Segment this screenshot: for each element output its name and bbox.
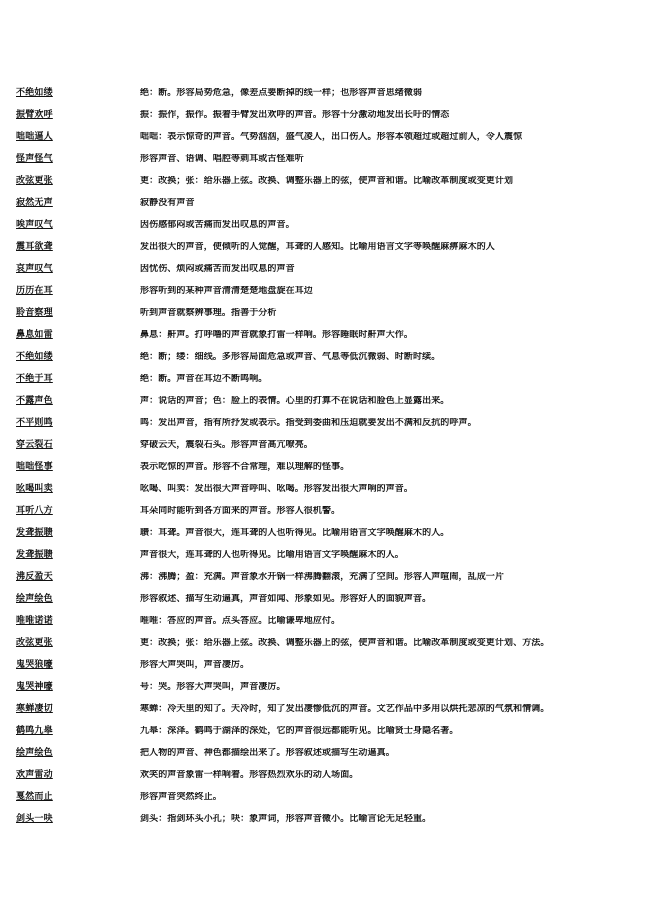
idiom-row [16,654,636,676]
idiom-row [16,764,636,786]
idiom-row [16,82,636,104]
idiom-row [16,104,636,126]
idiom-row [16,214,636,236]
idiom-definition: 耳朵同时能听到各方面来的声音。形容人很机警。 [140,505,341,516]
idiom-term: 不绝于耳 [16,373,53,384]
idiom-definition: 沸：沸腾；盈：充满。声音象水开锅一样沸腾翻滚，充满了空间。形容人声喧闹，乱成一片 [140,571,505,582]
idiom-term: 沸反盈天 [16,571,53,582]
idiom-row [16,412,636,434]
idiom-row [16,192,636,214]
idiom-definition: 剑头：指剑环头小孔；吷：象声词，形容声音微小。比喻言论无足轻重。 [140,813,432,824]
idiom-term: 改弦更张 [16,637,53,648]
idiom-row [16,258,636,280]
idiom-definition: 形容叙述、描写生动逼真，声音如闻、形象如见。形容好人的面貌声音。 [140,593,432,604]
idiom-term: 振臂欢呼 [16,109,53,120]
idiom-definition: 绝：断。声音在耳边不断鸣响。 [140,373,268,384]
idiom-term: 穿云裂石 [16,439,53,450]
idiom-term: 鹤鸣九皋 [16,725,53,736]
idiom-term: 剑头一吷 [16,813,53,824]
idiom-row [16,786,636,808]
idiom-row [16,588,636,610]
idiom-definition: 形容声音突然终止。 [140,791,222,802]
idiom-definition: 鼻息：鼾声。打呼噜的声音就象打雷一样响。形容睡眠时鼾声大作。 [140,329,414,340]
idiom-term: 不绝如缕 [16,87,53,98]
idiom-definition: 把人物的声音、神色都描绘出来了。形容叙述或描写生动逼真。 [140,747,395,758]
idiom-row [16,302,636,324]
idiom-definition: 寒蝉：冷天里的知了。天冷时，知了发出凄惨低沉的声音。文艺作品中多用以烘托悲凉的气氛和情调。 [140,703,550,714]
idiom-row [16,456,636,478]
idiom-term: 改弦更张 [16,175,53,186]
idiom-row [16,236,636,258]
idiom-term: 不露声色 [16,395,53,406]
idiom-row [16,280,636,302]
idiom-definition: 穿破云天，震裂石头。形容声音高亢嘹亮。 [140,439,313,450]
idiom-term: 耳听八方 [16,505,53,516]
idiom-row [16,742,636,764]
idiom-term: 绘声绘色 [16,747,53,758]
idiom-term: 聆音察理 [16,307,53,318]
idiom-term: 不绝如缕 [16,351,53,362]
idiom-definition: 振：振作，振作。振着手臂发出欢呼的声音。形容十分激动地发出长吁的情态 [140,109,450,120]
idiom-row [16,720,636,742]
idiom-definition: 鸣：发出声音，指有所抒发或表示。指受到委曲和压迫就要发出不满和反抗的呼声。 [140,417,477,428]
idiom-term: 咄咄怪事 [16,461,53,472]
idiom-row [16,698,636,720]
idiom-definition: 形容大声哭叫，声音凄厉。 [140,659,250,670]
idiom-row [16,632,636,654]
idiom-row [16,610,636,632]
idiom-term: 历历在耳 [16,285,53,296]
idiom-term: 震耳欲聋 [16,241,53,252]
idiom-definition: 因伤感郁闷或苦痛而发出叹息的声音。 [140,219,295,230]
idiom-term: 发聋振聩 [16,527,53,538]
idiom-term: 咄咄逼人 [16,131,53,142]
idiom-row [16,544,636,566]
idiom-row [16,676,636,698]
idiom-row [16,148,636,170]
idiom-definition: 声音很大，连耳聋的人也听得见。比喻用语言文字唤醒麻木的人。 [140,549,404,560]
idiom-definition: 咄咄：表示惊奇的声音。气势汹汹，盛气凌人，出口伤人。形容本领超过或超过前人，令人震惊 [140,131,523,142]
idiom-term: 欢声雷动 [16,769,53,780]
idiom-definition: 声：说话的声音；色：脸上的表情。心里的打算不在说话和脸色上显露出来。 [140,395,450,406]
idiom-term: 怪声怪气 [16,153,53,164]
idiom-row [16,346,636,368]
idiom-row [16,126,636,148]
idiom-term: 唯唯诺诺 [16,615,53,626]
idiom-row [16,434,636,456]
idiom-row [16,808,636,830]
idiom-definition: 唯唯：答应的声音。点头答应。比喻谦卑地应付。 [140,615,341,626]
idiom-definition: 九皋：深泽。鹤鸣于湖泽的深处，它的声音很远都能听见。比喻贤士身隐名著。 [140,725,459,736]
idiom-row [16,170,636,192]
idiom-term: 吆喝叫卖 [16,483,53,494]
idiom-term: 不平则鸣 [16,417,53,428]
idiom-row [16,324,636,346]
idiom-term: 鼻息如雷 [16,329,53,340]
idiom-definition: 更：改换；张：给乐器上弦。改换、调整乐器上的弦，使声音和谐。比喻改革制度或变更计划、方法。 [140,637,550,648]
idiom-definition: 号：哭。形容大声哭叫，声音凄厉。 [140,681,286,692]
idiom-row [16,500,636,522]
idiom-term: 唉声叹气 [16,219,53,230]
idiom-row [16,522,636,544]
idiom-definition: 发出很大的声音，使倾听的人觉醒，耳聋的人感知。比喻用语言文字等唤醒麻痹麻木的人 [140,241,495,252]
idiom-definition: 更：改换；张：给乐器上弦。改换、调整乐器上的弦，使声音和谐。比喻改革制度或变更计划 [140,175,514,186]
idiom-term: 发聋振聩 [16,549,53,560]
idiom-row [16,566,636,588]
idiom-term: 戛然而止 [16,791,53,802]
idiom-term: 哀声叹气 [16,263,53,274]
idiom-list [16,82,636,830]
idiom-definition: 聩：耳聋。声音很大，连耳聋的人也听得见。比喻用语言文字唤醒麻木的人。 [140,527,450,538]
idiom-definition: 欢笑的声音象雷一样响着。形容热烈欢乐的动人场面。 [140,769,359,780]
idiom-definition: 形容听到的某种声音清清楚楚地盘旋在耳边 [140,285,313,296]
idiom-row [16,390,636,412]
idiom-term: 寒蝉凄切 [16,703,53,714]
idiom-term: 鬼哭神嚎 [16,681,53,692]
idiom-row [16,368,636,390]
idiom-definition: 绝：断；缕：细线。多形容局面危急或声音、气息等低沉微弱、时断时续。 [140,351,441,362]
idiom-definition: 表示吃惊的声音。形容不合常理，难以理解的怪事。 [140,461,350,472]
idiom-definition: 听到声音就察辨事理。指善于分析 [140,307,277,318]
idiom-term: 绘声绘色 [16,593,53,604]
idiom-row [16,478,636,500]
idiom-definition: 吆喝、叫卖：发出很大声音呼叫、吆喝。形容发出很大声响的声音。 [140,483,414,494]
idiom-term: 鬼哭狼嚎 [16,659,53,670]
idiom-definition: 绝：断。形容局势危急，像差点要断掉的线一样；也形容声音思绪微弱 [140,87,423,98]
idiom-definition: 形容声音、语调、唱腔等刺耳或古怪难听 [140,153,304,164]
idiom-definition: 因忧伤、烦闷或痛苦而发出叹息的声音 [140,263,295,274]
idiom-definition: 寂静没有声音 [140,197,195,208]
idiom-term: 寂然无声 [16,197,53,208]
